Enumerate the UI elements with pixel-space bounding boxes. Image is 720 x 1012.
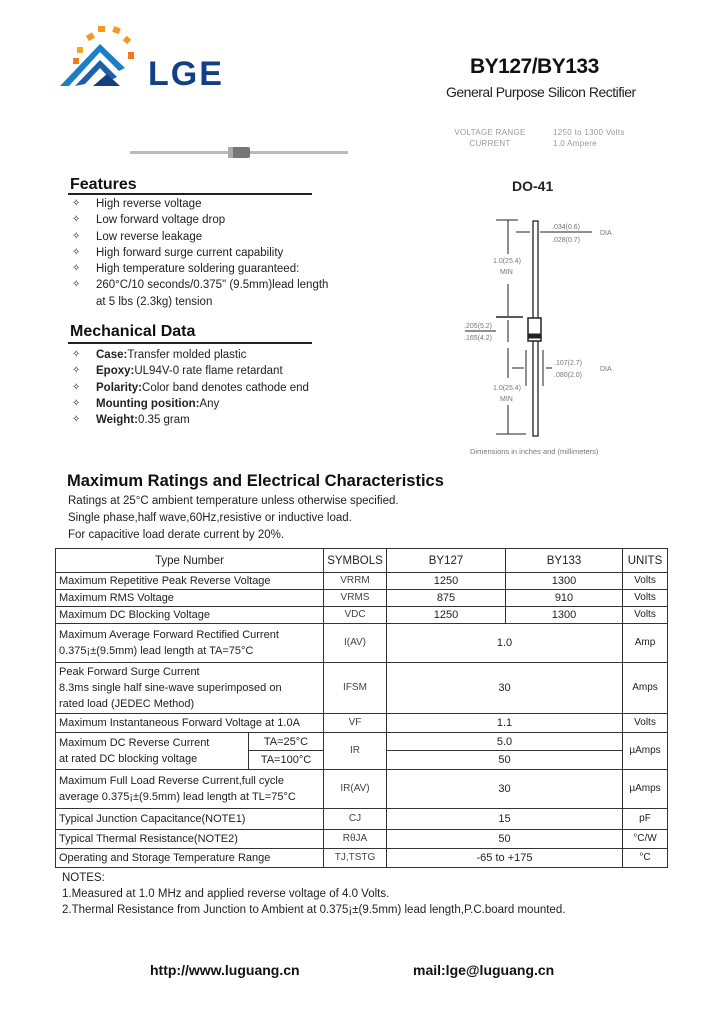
dim-body-len-top: .205(5.2) (464, 323, 493, 330)
mech-item: ✧ Epoxy:UL94V-0 rate flame retardant (68, 363, 309, 379)
diode-image (130, 146, 350, 160)
package-dimension-drawing (460, 200, 640, 462)
bullet-icon: ✧ (72, 414, 81, 426)
table-row: Typical Thermal Resistance(NOTE2) RθJA 50 °C/W (56, 830, 668, 849)
dim-lead-dia-top: .034(0.6) (552, 224, 581, 231)
lge-logo (55, 22, 240, 94)
notes (62, 870, 565, 918)
dim-min: MIN (500, 396, 513, 403)
table-header-row (56, 549, 668, 573)
mech-item: ✧ Mounting position:Any (68, 396, 309, 412)
svg-text:LGE: LGE (148, 55, 224, 93)
header-by133: BY133 (506, 549, 623, 573)
bullet-icon: ✧ (72, 198, 81, 209)
notes-title: NOTES: (62, 872, 105, 884)
subtitle: General Purpose Silicon Rectifier (446, 84, 636, 100)
feature-item: ✧ High temperature soldering guaranteed: (68, 261, 328, 277)
feature-item: ✧ Low forward voltage drop (68, 212, 328, 228)
table-row: Typical Junction Capacitance(NOTE1) CJ 15 pF (56, 809, 668, 830)
part-number: BY127/BY133 (470, 55, 599, 78)
table-row: Maximum DC Reverse Current at rated DC blocking voltage TA=25°C IR 5.0 µAmps (56, 733, 668, 751)
website-link[interactable]: http://www.luguang.cn (150, 962, 300, 978)
dim-lead-len2: 1.0(25.4) (493, 385, 522, 392)
feature-item: ✧ Low reverse leakage (68, 229, 328, 245)
dim-lead-len1: 1.0(25.4) (493, 258, 522, 265)
ratings-title: Maximum Ratings and Electrical Characteristics (67, 472, 444, 490)
bullet-icon: ✧ (72, 397, 81, 409)
table-row: Maximum Average Forward Rectified Current 0.375¡±(9.5mm) lead length at TA=75°C I(AV) 1.0 Amp (56, 624, 668, 663)
dim-dia-label: DIA (600, 366, 612, 373)
bullet-icon: ✧ (72, 214, 81, 226)
dim-caption: Dimensions in inches and (millimeters) (470, 447, 599, 456)
mech-item: ✧ Weight:0.35 gram (68, 412, 309, 428)
note-item: 2.Thermal Resistance from Junction to Ambient at 0.375¡±(9.5mm) lead length,P.C.board mounted. (62, 904, 566, 916)
bullet-icon: ✧ (72, 246, 81, 258)
table-row: Maximum Full Load Reverse Current,full cycle average 0.375¡±(9.5mm) lead length at TL=75°C IR(AV) 30 µAmps (56, 770, 668, 809)
dim-dia-label: DIA (600, 230, 612, 237)
features-list (68, 196, 328, 310)
spec-label-current: CURRENT (469, 139, 511, 148)
table-row: Operating and Storage Temperature Range TJ,TSTG -65 to +175 °C (56, 849, 668, 868)
feature-item: ✧ High forward surge current capability (68, 245, 328, 261)
email-link[interactable]: mail:lge@luguang.cn (413, 962, 555, 978)
dim-lead-dia-bot: .028(0.7) (552, 237, 581, 244)
dim-body-len-bot: .165(4.2) (464, 335, 493, 342)
bullet-icon: ✧ (72, 230, 81, 242)
table-row: Maximum DC Blocking Voltage VDC 1250 1300 Volts (56, 607, 668, 624)
header-by127: BY127 (387, 549, 506, 573)
feature-item-cont: ✧ 260°C/10 seconds/0.375" (9.5mm)lead length (68, 277, 328, 293)
table-row: Maximum Instantaneous Forward Voltage at 1.0A VF 1.1 Volts (56, 714, 668, 733)
note-item: 1.Measured at 1.0 MHz and applied reverse voltage of 4.0 Volts. (62, 888, 390, 900)
divider (68, 193, 312, 195)
header-symbols: SYMBOLS (324, 549, 387, 573)
table-row: Maximum Repetitive Peak Reverse Voltage VRRM 1250 1300 Volts (56, 573, 668, 590)
mech-item: ✧ Case:Transfer molded plastic (68, 347, 309, 363)
bullet-icon: ✧ (72, 349, 81, 360)
header-units: UNITS (623, 549, 668, 573)
ratings-notes: Ratings at 25°C ambient temperature unless otherwise specified. Single phase,half wave,60Hz,resistive or inductive load. For capacitive load derate current by 20%. (68, 495, 399, 541)
features-title: Features (70, 176, 137, 193)
bullet-icon: ✧ (72, 279, 81, 291)
spec-value-voltage: 1250 to 1300 Volts (553, 128, 625, 137)
header-type-number: Type Number (56, 549, 324, 573)
bullet-icon: ✧ (72, 263, 81, 275)
feature-item-cont: at 5 lbs (2.3kg) tension (96, 295, 213, 308)
table-row: TA=100°C 50 (56, 751, 668, 770)
ratings-table (55, 548, 668, 868)
mechanical-list (68, 347, 309, 428)
spec-label-voltage: VOLTAGE RANGE (454, 128, 526, 137)
table-row: Peak Forward Surge Current 8.3ms single half sine-wave superimposed on rated load (JEDEC Method) IFSM 30 Amps (56, 663, 668, 714)
dim-min: MIN (500, 269, 513, 276)
mechanical-title: Mechanical Data (70, 323, 196, 340)
table-row: Maximum RMS Voltage VRMS 875 910 Volts (56, 590, 668, 607)
bullet-icon: ✧ (72, 365, 81, 377)
package-name: DO-41 (512, 178, 554, 194)
divider (68, 342, 312, 344)
mech-item: ✧ Polarity:Color band denotes cathode end (68, 380, 309, 396)
bullet-icon: ✧ (72, 381, 81, 393)
dim-body-dia-bot: .080(2.0) (554, 372, 583, 379)
feature-item: ✧ High reverse voltage (68, 196, 328, 212)
spec-value-current: 1.0 Ampere (553, 139, 597, 148)
dim-body-dia-top: .107(2.7) (554, 360, 583, 367)
